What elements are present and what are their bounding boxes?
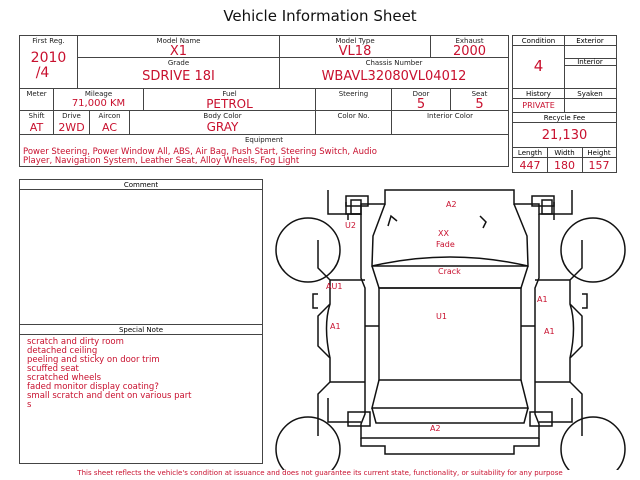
chassis-cell	[279, 57, 509, 89]
aircon-label: Aircon	[98, 112, 121, 120]
right-mirror	[582, 294, 587, 308]
damage-mark-u2: U2	[345, 221, 356, 230]
rear-right-lamp	[530, 412, 552, 426]
front-left-indicator	[351, 200, 361, 214]
length-label: Length	[517, 149, 543, 157]
color-no-cell	[315, 110, 392, 135]
damage-mark-crack: Crack	[438, 267, 461, 276]
damage-mark-a1-right-lower: A1	[544, 327, 555, 336]
vehicle-info-table	[19, 35, 509, 167]
rear-right-tyre-circle	[561, 417, 625, 470]
steering-cell	[315, 88, 392, 111]
fuel-value: PETROL	[206, 97, 253, 111]
fuel-label: Fuel	[222, 90, 237, 98]
shift-value: AT	[29, 121, 44, 134]
equipment-label: Equipment	[245, 136, 283, 144]
left-mirror	[313, 294, 318, 308]
history-box	[512, 88, 617, 113]
height-value: 157	[588, 159, 610, 172]
equipment-cell	[19, 134, 509, 167]
door-value: 5	[416, 97, 426, 112]
car-damage-diagram	[268, 176, 628, 470]
equipment-line-1: Power Steering, Power Window All, ABS, Air Bag, Push Start, Steering Switch, Audio	[23, 147, 377, 157]
aircon-value: AC	[101, 121, 117, 134]
rear-window-outline	[372, 380, 528, 408]
interior-color-cell	[391, 110, 509, 135]
list-item: s	[27, 400, 32, 410]
model-type-cell	[279, 35, 431, 58]
meter-label: Meter	[26, 90, 47, 98]
front-right-tyre-circle	[561, 218, 625, 282]
door-label: Door	[412, 90, 430, 98]
grade-label: Grade	[167, 59, 190, 67]
list-item: peeling and sticky on door trim	[27, 355, 160, 365]
damage-mark-a2-front: A2	[446, 200, 457, 209]
door-cell	[391, 88, 451, 111]
drive-value: 2WD	[58, 121, 85, 134]
interior-color-label: Interior Color	[426, 112, 474, 120]
condition-box	[512, 35, 617, 89]
rear-bottom-outline	[361, 438, 539, 454]
rear-left-lamp	[348, 412, 370, 426]
list-item: scuffed seat	[27, 364, 79, 374]
mileage-label: Mileage	[84, 90, 113, 98]
mileage-value: 71,000 KM	[71, 98, 126, 109]
damage-mark-au1: AU1	[326, 282, 343, 291]
roof-panel	[379, 288, 521, 380]
model-type-value: VL18	[338, 44, 372, 59]
color-no-label: Color No.	[337, 112, 370, 120]
height-label: Height	[587, 149, 611, 157]
condition-label: Condition	[521, 37, 556, 45]
sheet-title: Vehicle Information Sheet	[223, 7, 417, 25]
first-reg-cell	[19, 35, 78, 89]
aircon-cell	[89, 110, 130, 135]
body-color-label: Body Color	[203, 112, 242, 120]
left-side-details	[327, 280, 366, 382]
recycle-value: 21,130	[541, 128, 588, 143]
mileage-cell	[53, 88, 144, 111]
comment-box	[19, 179, 263, 325]
history-value: PRIVATE	[522, 101, 555, 110]
windshield-top	[372, 257, 528, 266]
drive-cell	[53, 110, 90, 135]
recycle-box	[512, 112, 617, 148]
first-reg-label: First Reg.	[32, 37, 65, 45]
drive-label: Drive	[62, 112, 81, 120]
grade-cell	[77, 57, 280, 89]
first-reg-year: 2010	[30, 50, 67, 66]
width-value: 180	[554, 159, 575, 172]
list-item: scratched wheels	[27, 373, 102, 383]
shift-label: Shift	[28, 112, 45, 120]
trunk-outline	[372, 408, 528, 423]
exhaust-label: Exhaust	[455, 37, 484, 45]
shift-cell	[19, 110, 54, 135]
syaken-label: Syaken	[577, 90, 603, 98]
front-left-tyre-circle	[276, 218, 340, 282]
seat-label: Seat	[471, 90, 488, 98]
length-value: 447	[519, 159, 541, 172]
body-color-value: GRAY	[206, 120, 239, 134]
meter-cell	[19, 88, 54, 111]
damage-mark-a1-right-upper: A1	[537, 295, 548, 304]
steering-label: Steering	[338, 90, 369, 98]
model-name-value: X1	[169, 44, 188, 59]
seat-cell	[450, 88, 509, 111]
width-label: Width	[554, 149, 575, 157]
damage-mark-a1-left: A1	[330, 322, 341, 331]
special-note-box	[19, 324, 263, 464]
model-name-label: Model Name	[156, 37, 201, 45]
comment-label: Comment	[123, 181, 159, 189]
interior-label: Interior	[577, 58, 603, 66]
exhaust-value: 2000	[452, 44, 487, 59]
list-item: faded monitor display coating?	[27, 382, 159, 392]
damage-mark-u1: U1	[436, 312, 447, 321]
list-item: detached ceiling	[27, 346, 98, 356]
model-type-label: Model Type	[335, 37, 375, 45]
chassis-value: WBAVL32080VL04012	[321, 69, 467, 84]
damage-mark-a2-rear: A2	[430, 424, 441, 433]
recycle-label: Recycle Fee	[543, 114, 586, 122]
fuel-cell	[143, 88, 316, 111]
exterior-label: Exterior	[576, 37, 604, 45]
model-name-cell	[77, 35, 280, 58]
first-reg-month: /4	[35, 65, 50, 81]
list-item: scratch and dirty room	[27, 337, 124, 347]
grade-value: SDRIVE 18I	[142, 69, 215, 84]
condition-grade: 4	[533, 57, 544, 75]
equipment-line-2: Player, Navigation System, Leather Seat, Alloy Wheels, Fog Light	[23, 156, 300, 166]
seat-value: 5	[475, 97, 484, 112]
list-item: small scratch and dent on various part	[27, 391, 192, 401]
dimensions-box	[512, 147, 617, 173]
disclaimer-footer: This sheet reflects the vehicle's condition at issuance and does not guarantee its current state, functionality, or suitability for any purpose	[77, 469, 563, 477]
damage-mark-fade: Fade	[436, 240, 455, 249]
body-color-cell	[129, 110, 316, 135]
special-note-label: Special Note	[118, 326, 164, 334]
special-notes-list	[27, 338, 192, 410]
rear-left-tyre-circle	[276, 417, 340, 470]
exhaust-cell	[430, 35, 509, 58]
damage-mark-xx: XX	[438, 229, 449, 238]
hood-marks	[388, 216, 486, 228]
chassis-label: Chassis Number	[365, 59, 423, 67]
history-label: History	[526, 90, 551, 98]
front-right-indicator	[542, 200, 552, 214]
